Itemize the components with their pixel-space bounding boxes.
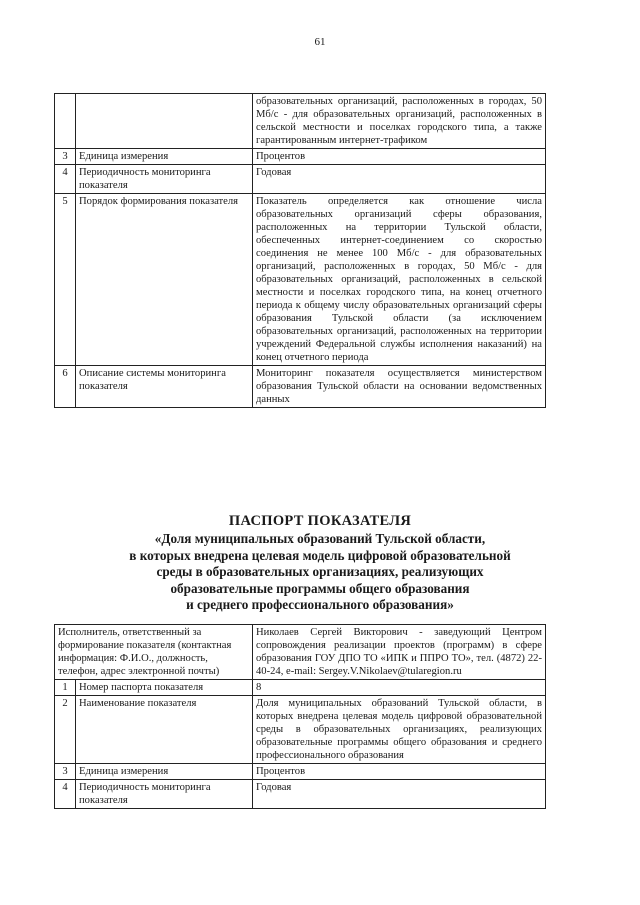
table-row (55, 625, 546, 680)
row-number-cell: 6 (55, 366, 76, 408)
row-label-cell: Порядок формирования показателя (76, 194, 253, 366)
row-number-cell: 3 (55, 149, 76, 165)
row-value-cell: Показатель определяется как отношение числа образовательных организаций сферы образования, расположенных на территории Тульской области, обеспеченных интернет-соединением со скоростью соединения не менее 100 Мб/с - для образовательных организаций, расположенных в городах, 50 Мб/с - для образовательных организаций, расположенных в сельской местности и поселках городского типа, на конец отчетного периода к общему числу образовательных организаций сферы образования Тульской области (за исключением образовательных организаций, расположенных на территории учреждений Федеральной службы исполнения наказаний) на конец отчетного периода (253, 194, 546, 366)
row-value-cell: Годовая (253, 165, 546, 194)
table-row (55, 194, 546, 366)
row-value-cell: 8 (253, 680, 546, 696)
executor-value-cell: Николаев Сергей Викторович - заведующий Центром сопровождения реализации проектов (программ) в сфере образования ГОУ ДПО ТО «ИПК и ППРО ТО», тел. (4872) 22-40-24, e-mail: Sergey.V.Nikolaev@tularegion.ru (253, 625, 546, 680)
row-value-cell: Процентов (253, 149, 546, 165)
passport-subtitle-line: «Доля муниципальных образований Тульской области, (154, 531, 486, 546)
passport-table (54, 624, 546, 809)
table-row (55, 94, 546, 149)
row-number-cell: 4 (55, 165, 76, 194)
row-number-cell: 1 (55, 680, 76, 696)
row-label-cell: Наименование показателя (76, 696, 253, 764)
row-number-cell (55, 94, 76, 149)
row-number-cell: 3 (55, 764, 76, 780)
executor-label-cell: Исполнитель, ответственный за формирование показателя (контактная информация: Ф.И.О., должность, телефон, адрес электронной почты) (55, 625, 253, 680)
table-row (55, 764, 546, 780)
row-label-cell: Единица измерения (76, 764, 253, 780)
passport-title: ПАСПОРТ ПОКАЗАТЕЛЯ (228, 513, 412, 529)
row-value-cell: Мониторинг показателя осуществляется министерством образования Тульской области на основании ведомственных данных (253, 366, 546, 408)
table-row (55, 780, 546, 809)
row-label-cell: Описание системы мониторинга показателя (76, 366, 253, 408)
table-row (55, 366, 546, 408)
passport-subtitle-line: и среднего профессионального образования» (186, 597, 454, 613)
passport-subtitle (0, 531, 640, 614)
row-number-cell: 4 (55, 780, 76, 809)
page-number: 61 (314, 36, 326, 48)
table-row (55, 680, 546, 696)
row-label-cell: Номер паспорта показателя (76, 680, 253, 696)
table-row (55, 165, 546, 194)
row-value-cell: Доля муниципальных образований Тульской области, в которых внедрена целевая модель цифровой образовательной среды в образовательных организациях, реализующих образовательные программы общего образования и среднего профессионального образования (253, 696, 546, 764)
passport-subtitle-line: образовательные программы общего образования (170, 580, 470, 596)
row-label-cell: Периодичность мониторинга показателя (76, 165, 253, 194)
row-number-cell: 2 (55, 696, 76, 764)
row-value-cell: Годовая (253, 780, 546, 809)
passport-subtitle-line: в которых внедрена целевая модель цифровой образовательной (129, 547, 511, 563)
indicator-table-continued (54, 93, 546, 408)
row-label-cell: Периодичность мониторинга показателя (76, 780, 253, 809)
passport-heading (0, 513, 640, 614)
table-row (55, 149, 546, 165)
row-number-cell: 5 (55, 194, 76, 366)
passport-subtitle-line: среды в образовательных организациях, реализующих (156, 564, 484, 580)
row-value-cell: Процентов (253, 764, 546, 780)
table-row (55, 696, 546, 764)
row-value-cell: образовательных организаций, расположенных в городах, 50 Мб/с - для образовательных организаций, расположенных в сельской местности и поселках городского типа, а также гарантированным интернет-трафиком (253, 94, 546, 149)
row-label-cell: Единица измерения (76, 149, 253, 165)
row-label-cell (76, 94, 253, 149)
